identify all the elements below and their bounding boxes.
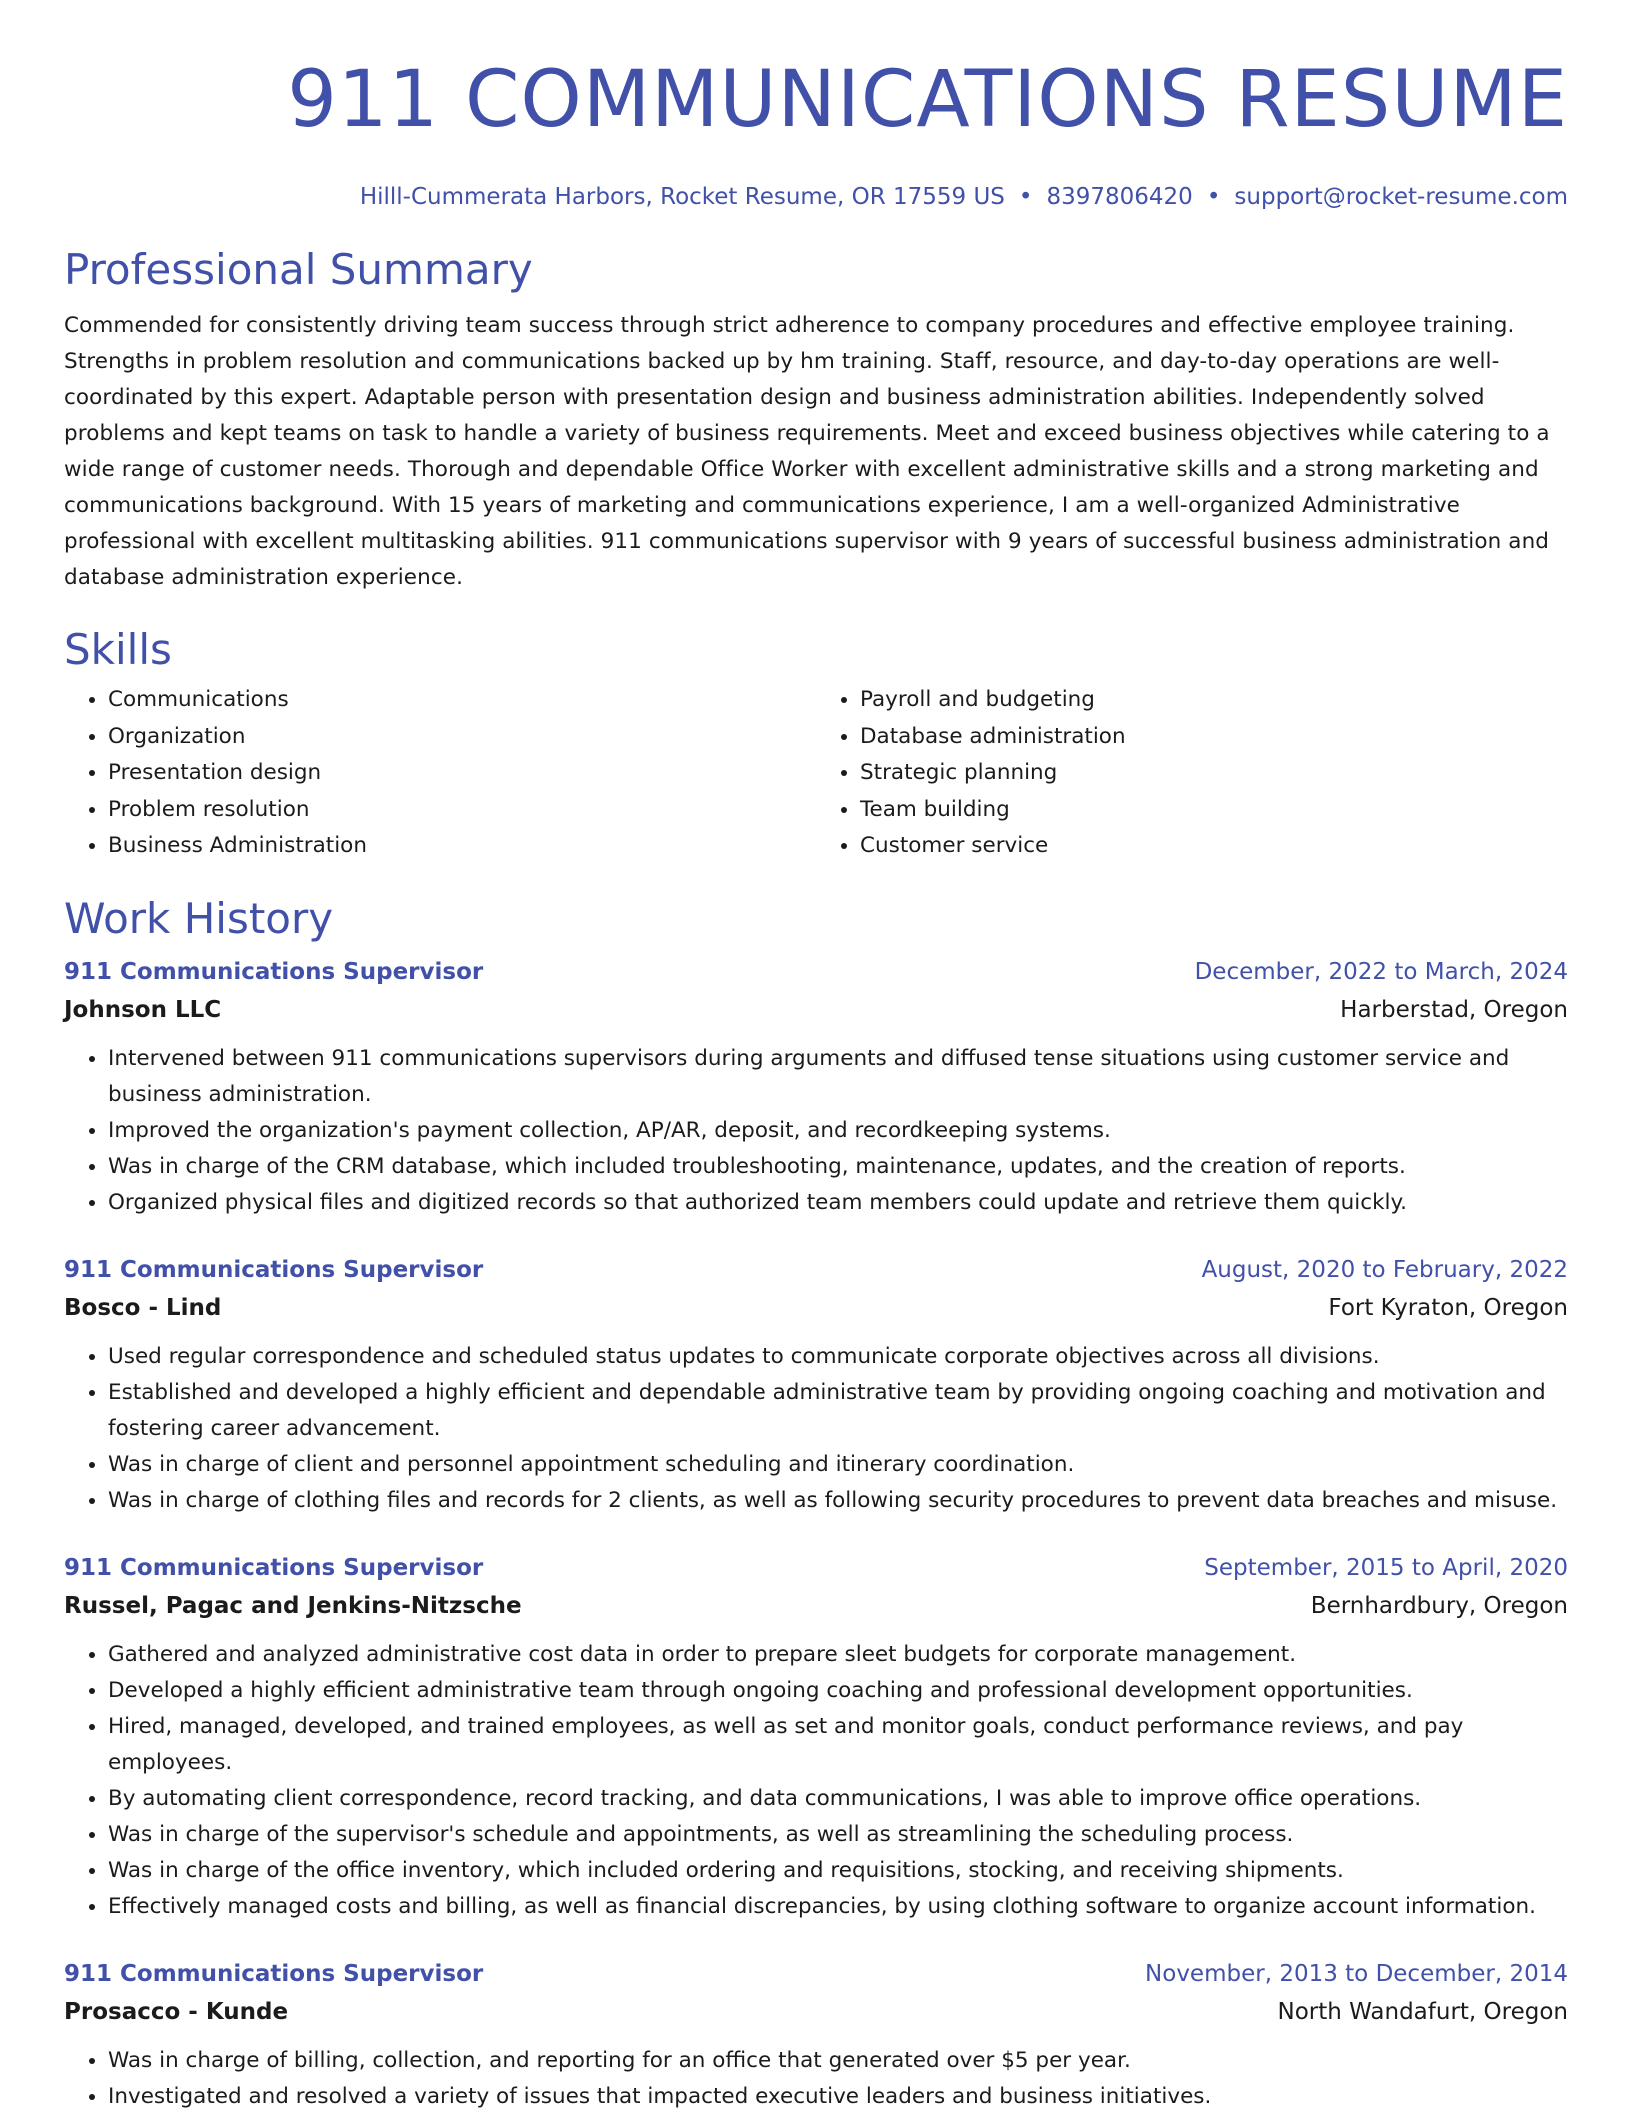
job-bullets xyxy=(64,1637,1568,1925)
job-company: Russel, Pagac and Jenkins-Nitzsche xyxy=(64,1592,522,1619)
resume-name: 911 COMMUNICATIONS RESUME xyxy=(287,55,1568,145)
job-bullet: • Used regular correspondence and scheduled status updates to communicate corporate objectives across all divisions. xyxy=(108,1339,1568,1375)
job-company: Johnson LLC xyxy=(64,996,222,1023)
job-location: Fort Kyraton, Oregon xyxy=(1328,1294,1568,1321)
job-bullet: • Was in charge of billing, collection, and reporting for an office that generated over $5 per year. xyxy=(108,2043,1568,2079)
job-title-row xyxy=(64,1955,1568,1993)
skills-list xyxy=(64,682,1568,865)
skills-heading: Skills xyxy=(64,625,172,674)
job-bullet: • By automating client correspondence, record tracking, and data communications, I was able to improve office operations. xyxy=(108,1781,1568,1817)
job-location: Bernhardbury, Oregon xyxy=(1310,1592,1568,1619)
job-entry xyxy=(64,953,1568,1221)
job-dates: August, 2020 to February, 2022 xyxy=(1201,1256,1568,1283)
job-company-row xyxy=(64,991,1568,1029)
job-company-row xyxy=(64,1993,1568,2031)
job-bullet: • Investigated and resolved a variety of issues that impacted executive leaders and business initiatives. xyxy=(108,2079,1568,2112)
job-bullet: • Was in charge of client and personnel appointment scheduling and itinerary coordination. xyxy=(108,1447,1568,1483)
job-bullet: • Organized physical files and digitized records so that authorized team members could update and retrieve them quickly. xyxy=(108,1185,1568,1221)
skill-item: • Business Administration xyxy=(108,828,816,865)
job-entry xyxy=(64,1549,1568,1925)
contact-separator: • xyxy=(1206,184,1221,210)
job-title: 911 Communications Supervisor xyxy=(64,958,484,985)
job-title-row xyxy=(64,1549,1568,1587)
job-bullet: • Was in charge of the CRM database, which included troubleshooting, maintenance, updates, and the creation of reports. xyxy=(108,1149,1568,1185)
job-entry xyxy=(64,1955,1568,2112)
job-title: 911 Communications Supervisor xyxy=(64,1256,484,1283)
skill-item: • Presentation design xyxy=(108,755,816,792)
job-title-row xyxy=(64,1251,1568,1289)
job-bullet: • Improved the organization's payment collection, AP/AR, deposit, and recordkeeping systems. xyxy=(108,1113,1568,1149)
contact-phone: 8397806420 xyxy=(1046,184,1193,210)
job-title: 911 Communications Supervisor xyxy=(64,1554,484,1581)
job-bullet: • Established and developed a highly efficient and dependable administrative team by providing ongoing coaching and motivation and fostering career advancement. xyxy=(108,1375,1568,1447)
work-history-heading: Work History xyxy=(64,893,334,943)
job-bullet: • Effectively managed costs and billing, as well as financial discrepancies, by using clothing software to organize account information. xyxy=(108,1889,1568,1925)
skill-item: • Strategic planning xyxy=(860,755,1568,792)
skills-column-left xyxy=(64,682,816,865)
skills-column-right xyxy=(816,682,1568,865)
skill-item: • Customer service xyxy=(860,828,1568,865)
job-bullet: • Was in charge of the supervisor's schedule and appointments, as well as streamlining the scheduling process. xyxy=(108,1817,1568,1853)
contact-address: Hilll-Cummerata Harbors, Rocket Resume, OR 17559 US xyxy=(359,184,1005,210)
skill-item: • Problem resolution xyxy=(108,792,816,829)
skill-item: • Payroll and budgeting xyxy=(860,682,1568,719)
job-dates: November, 2013 to December, 2014 xyxy=(1145,1960,1568,1987)
skill-item: • Database administration xyxy=(860,719,1568,756)
job-title: 911 Communications Supervisor xyxy=(64,1960,484,1987)
job-dates: September, 2015 to April, 2020 xyxy=(1204,1554,1568,1581)
job-bullet: • Hired, managed, developed, and trained employees, as well as set and monitor goals, conduct performance reviews, and pay employees. xyxy=(108,1709,1568,1781)
job-title-row xyxy=(64,953,1568,991)
job-bullet: • Was in charge of the office inventory, which included ordering and requisitions, stocking, and receiving shipments. xyxy=(108,1853,1568,1889)
job-bullet: • Gathered and analyzed administrative cost data in order to prepare sleet budgets for corporate management. xyxy=(108,1637,1568,1673)
skill-item: • Team building xyxy=(860,792,1568,829)
job-bullets xyxy=(64,1041,1568,1221)
resume-header xyxy=(64,0,1568,212)
skill-item: • Organization xyxy=(108,719,816,756)
job-bullet: • Intervened between 911 communications supervisors during arguments and diffused tense situations using customer service and business administration. xyxy=(108,1041,1568,1113)
summary-heading: Professional Summary xyxy=(64,245,533,294)
job-bullets xyxy=(64,1339,1568,1519)
summary-text: Commended for consistently driving team success through strict adherence to company procedures and effective employee training. Strengths in problem resolution and communications backed up by hm training. Staff, resource, and day-to-day operations are well-coordinated by this expert. Adaptable person with presentation design and business administration abilities. Independently solved problems and kept teams on task to handle a variety of business requirements. Meet and exceed business objectives while catering to a wide range of customer needs. Thorough and dependable Office Worker with excellent administrative skills and a strong marketing and communications background. With 15 years of marketing and communications experience, I am a well-organized Administrative professional with excellent multitasking abilities. 911 communications supervisor with 9 years of successful business administration and database administration experience. xyxy=(64,313,1550,590)
contact-email: support@rocket-resume.com xyxy=(1234,184,1568,210)
job-entry xyxy=(64,1251,1568,1519)
job-bullet: • Developed a highly efficient administrative team through ongoing coaching and professional development opportunities. xyxy=(108,1673,1568,1709)
contact-separator: • xyxy=(1018,184,1033,210)
job-company-row xyxy=(64,1289,1568,1327)
contact-line xyxy=(64,182,1568,212)
job-company: Bosco - Lind xyxy=(64,1294,222,1321)
job-location: North Wandafurt, Oregon xyxy=(1277,1998,1568,2025)
job-company-row xyxy=(64,1587,1568,1625)
job-company: Prosacco - Kunde xyxy=(64,1998,289,2025)
job-dates: December, 2022 to March, 2024 xyxy=(1194,958,1568,985)
job-location: Harberstad, Oregon xyxy=(1340,996,1568,1023)
job-bullets xyxy=(64,2043,1568,2112)
skill-item: • Communications xyxy=(108,682,816,719)
job-bullet: • Was in charge of clothing files and records for 2 clients, as well as following security procedures to prevent data breaches and misuse. xyxy=(108,1483,1568,1519)
